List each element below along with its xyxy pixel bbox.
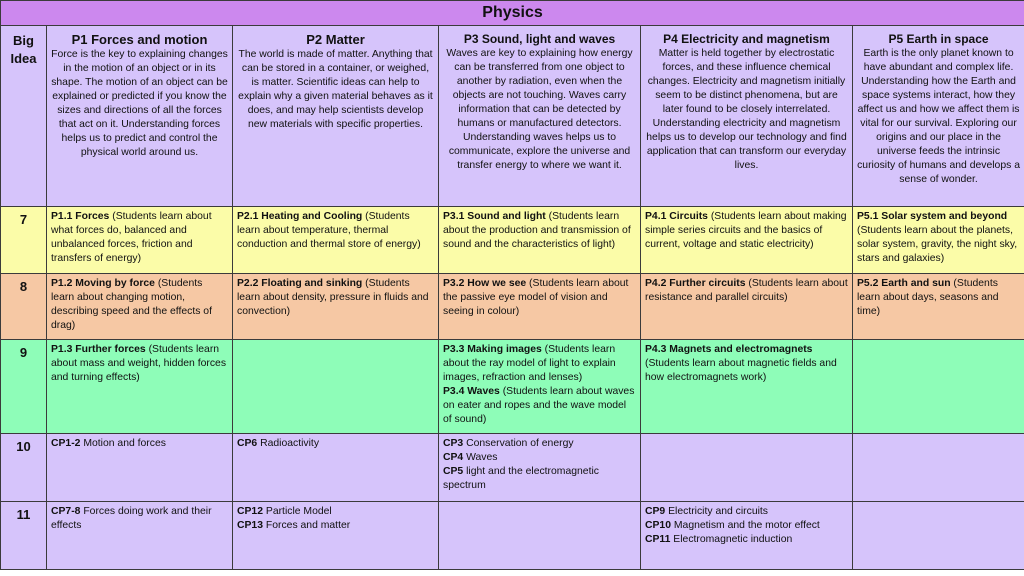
big-idea-desc: Force is the key to explaining changes in the motion of an object or in its shape. The motion of an object can be explained or predicted if you know the sizes and directions of all the forces that act on it. Understanding forces helps us to predict and control the physical world around us. xyxy=(51,49,228,158)
year-row-9 xyxy=(1,339,1024,434)
topic-name: CP12 xyxy=(237,505,263,517)
topic-description: Conservation of energy xyxy=(463,438,574,450)
topic-name: P3.1 Sound and light xyxy=(443,210,546,222)
topic-name: P1.2 Moving by force xyxy=(51,278,155,290)
topic-entry xyxy=(237,505,434,519)
topic-name: CP5 xyxy=(443,466,464,478)
topic-entry xyxy=(443,437,636,451)
big-idea-p1 xyxy=(47,26,233,207)
topic-name: P4.1 Circuits xyxy=(645,210,708,222)
topic-name: P3.2 How we see xyxy=(443,278,527,290)
topic-entry xyxy=(443,385,636,427)
topic-name: CP6 xyxy=(237,438,258,450)
topic-entry xyxy=(51,343,228,385)
big-idea-desc: Matter is held together by electrostatic forces, and these influence chemical changes. Electricity and magnetism initially seem to be distinct phenomena, but are later found to be closely interrelated. Understanding electricity and magnetism helps us to develop our technology and find application that can transform our everyday lives. xyxy=(646,48,847,171)
topic-cell xyxy=(853,434,1024,501)
topic-entry xyxy=(51,505,228,533)
topic-name: P3.4 Waves xyxy=(443,385,500,397)
big-idea-p2 xyxy=(233,26,439,207)
topic-cell xyxy=(853,274,1024,339)
page-title: Physics xyxy=(1,1,1024,26)
topic-entry xyxy=(237,277,434,319)
topic-cell xyxy=(47,501,233,569)
topic-cell xyxy=(439,434,641,501)
topic-description: (Students learn about waves on eater and ropes and the wave model of sound) xyxy=(443,385,635,425)
topic-cell xyxy=(439,339,641,434)
topic-entry xyxy=(645,519,848,533)
topic-entry xyxy=(443,210,636,252)
topic-cell xyxy=(47,274,233,339)
topic-entry xyxy=(237,519,434,533)
topic-cell xyxy=(233,206,439,273)
year-row-10 xyxy=(1,434,1024,501)
big-idea-desc: Earth is the only planet known to have abundant and complex life. Understanding how the Earth and space systems interact, how they affect us and how we affect them is vital for our survival. Exploring our origins and our place in the universe feeds the intrinsic curiosity of humans and develops a sense of wonder. xyxy=(857,48,1020,185)
big-idea-row xyxy=(1,26,1024,207)
topic-name: P2.2 Floating and sinking xyxy=(237,278,363,290)
topic-cell xyxy=(853,339,1024,434)
topic-name: P1.3 Further forces xyxy=(51,343,146,355)
topic-description: (Students learn about mass and weight, hidden forces and turning effects) xyxy=(51,343,227,383)
topic-entry xyxy=(443,277,636,319)
topic-name: CP9 xyxy=(645,505,666,517)
topic-name: CP11 xyxy=(645,533,671,545)
topic-entry xyxy=(645,277,848,305)
topic-name: P3.3 Making images xyxy=(443,343,542,355)
year-label: 7 xyxy=(1,206,47,273)
topic-cell xyxy=(853,501,1024,569)
big-idea-desc: Waves are key to explaining how energy can be transferred from one object to another by radiation, even when the objects are not touching. Waves carry information that can be detected by humans or manufactured detectors. Understanding waves helps us to communicate, explore the universe and transfer energy to where we want it. xyxy=(446,48,633,171)
topic-entry xyxy=(857,277,1020,319)
topic-entry xyxy=(645,533,848,547)
topic-name: P2.1 Heating and Cooling xyxy=(237,210,363,222)
big-idea-name: P2 Matter xyxy=(306,32,365,47)
topic-description: light and the electromagnetic spectrum xyxy=(443,466,599,492)
topic-description: (Students learn about temperature, thermal conduction and thermal store of energy) xyxy=(237,210,421,250)
topic-cell xyxy=(641,274,853,339)
topic-cell xyxy=(47,434,233,501)
year-row-11 xyxy=(1,501,1024,569)
topic-entry xyxy=(645,210,848,252)
topic-name: CP13 xyxy=(237,519,263,531)
topic-description: Electromagnetic induction xyxy=(670,533,793,545)
topic-cell xyxy=(233,501,439,569)
big-idea-p5 xyxy=(853,26,1024,207)
topic-description: (Students learn about the planets, solar system, gravity, the night sky, stars and galaxies) xyxy=(857,224,1018,264)
topic-description: Magnetism and the motor effect xyxy=(671,519,820,531)
topic-cell xyxy=(439,274,641,339)
topic-description: (Students learn about the ray model of light to explain images, refraction and lenses) xyxy=(443,343,616,383)
topic-description: (Students learn about making simple series circuits and the basics of current, voltage and static electricity) xyxy=(645,210,847,250)
topic-description: (Students learn about days, seasons and time) xyxy=(857,278,999,318)
topic-description: (Students learn about changing motion, describing speed and the effects of drag) xyxy=(51,278,212,332)
topic-description: (Students learn about resistance and parallel circuits) xyxy=(645,278,848,304)
topic-description: Radioactivity xyxy=(257,438,320,450)
topic-entry xyxy=(51,277,228,333)
topic-cell xyxy=(233,274,439,339)
topic-cell xyxy=(641,501,853,569)
big-idea-name: P5 Earth in space xyxy=(888,32,989,46)
topic-entry xyxy=(237,210,434,252)
topic-name: P4.3 Magnets and electromagnets xyxy=(645,343,813,355)
topic-name: CP1-2 xyxy=(51,438,81,450)
topic-cell xyxy=(47,206,233,273)
topic-description: Waves xyxy=(463,452,498,464)
year-label: 8 xyxy=(1,274,47,339)
topic-description: (Students learn about density, pressure in fluids and convection) xyxy=(237,278,429,318)
topic-entry xyxy=(51,437,228,451)
topic-cell xyxy=(641,434,853,501)
topic-cell xyxy=(233,434,439,501)
topic-description: (Students learn about the production and transmission of sound and the characteristics of light) xyxy=(443,210,631,250)
topic-entry xyxy=(443,465,636,493)
topic-entry xyxy=(645,505,848,519)
topic-cell xyxy=(641,206,853,273)
topic-cell xyxy=(853,206,1024,273)
topic-name: P1.1 Forces xyxy=(51,210,110,222)
topic-entry xyxy=(857,210,1020,266)
topic-cell xyxy=(641,339,853,434)
topic-entry xyxy=(443,343,636,385)
big-idea-p4 xyxy=(641,26,853,207)
year-row-7 xyxy=(1,206,1024,273)
year-row-8 xyxy=(1,274,1024,339)
topic-cell xyxy=(233,339,439,434)
topic-description: (Students learn about the passive eye model of vision and seeing in colour) xyxy=(443,278,629,318)
big-idea-name: P3 Sound, light and waves xyxy=(463,32,616,46)
topic-description: Particle Model xyxy=(263,505,332,517)
topic-name: P4.2 Further circuits xyxy=(645,278,746,290)
topic-description: Forces and matter xyxy=(263,519,351,531)
topic-description: Forces doing work and their effects xyxy=(51,505,212,531)
topic-description: Electricity and circuits xyxy=(665,505,768,517)
big-idea-name: P4 Electricity and magnetism xyxy=(663,32,830,46)
topic-cell xyxy=(439,206,641,273)
year-label: 10 xyxy=(1,434,47,501)
topic-entry xyxy=(51,210,228,266)
topic-entry xyxy=(645,343,848,385)
topic-name: CP4 xyxy=(443,452,464,464)
topic-description: Motion and forces xyxy=(80,438,166,450)
topic-name: CP3 xyxy=(443,438,464,450)
topic-name: CP7-8 xyxy=(51,505,81,517)
year-label: 11 xyxy=(1,501,47,569)
topic-name: P5.2 Earth and sun xyxy=(857,278,951,290)
topic-cell xyxy=(47,339,233,434)
topic-entry xyxy=(443,451,636,465)
big-idea-name: P1 Forces and motion xyxy=(71,32,208,47)
topic-name: P5.1 Solar system and beyond xyxy=(857,210,1008,222)
topic-entry xyxy=(237,437,434,451)
big-idea-label: Big Idea xyxy=(1,26,47,207)
topic-description: (Students learn about what forces do, balanced and unbalanced forces, friction and transfers of energy) xyxy=(51,210,212,264)
big-idea-p3 xyxy=(439,26,641,207)
topic-description: (Students learn about magnetic fields and how electromagnets work) xyxy=(645,357,837,383)
year-label: 9 xyxy=(1,339,47,434)
big-idea-desc: The world is made of matter. Anything that can be stored in a container, or weighed, is matter. Scientific ideas can help to explain why a given material behaves as it does, and may help scientists develop new materials with specific properties. xyxy=(238,49,433,130)
topic-cell xyxy=(439,501,641,569)
topic-name: CP10 xyxy=(645,519,671,531)
